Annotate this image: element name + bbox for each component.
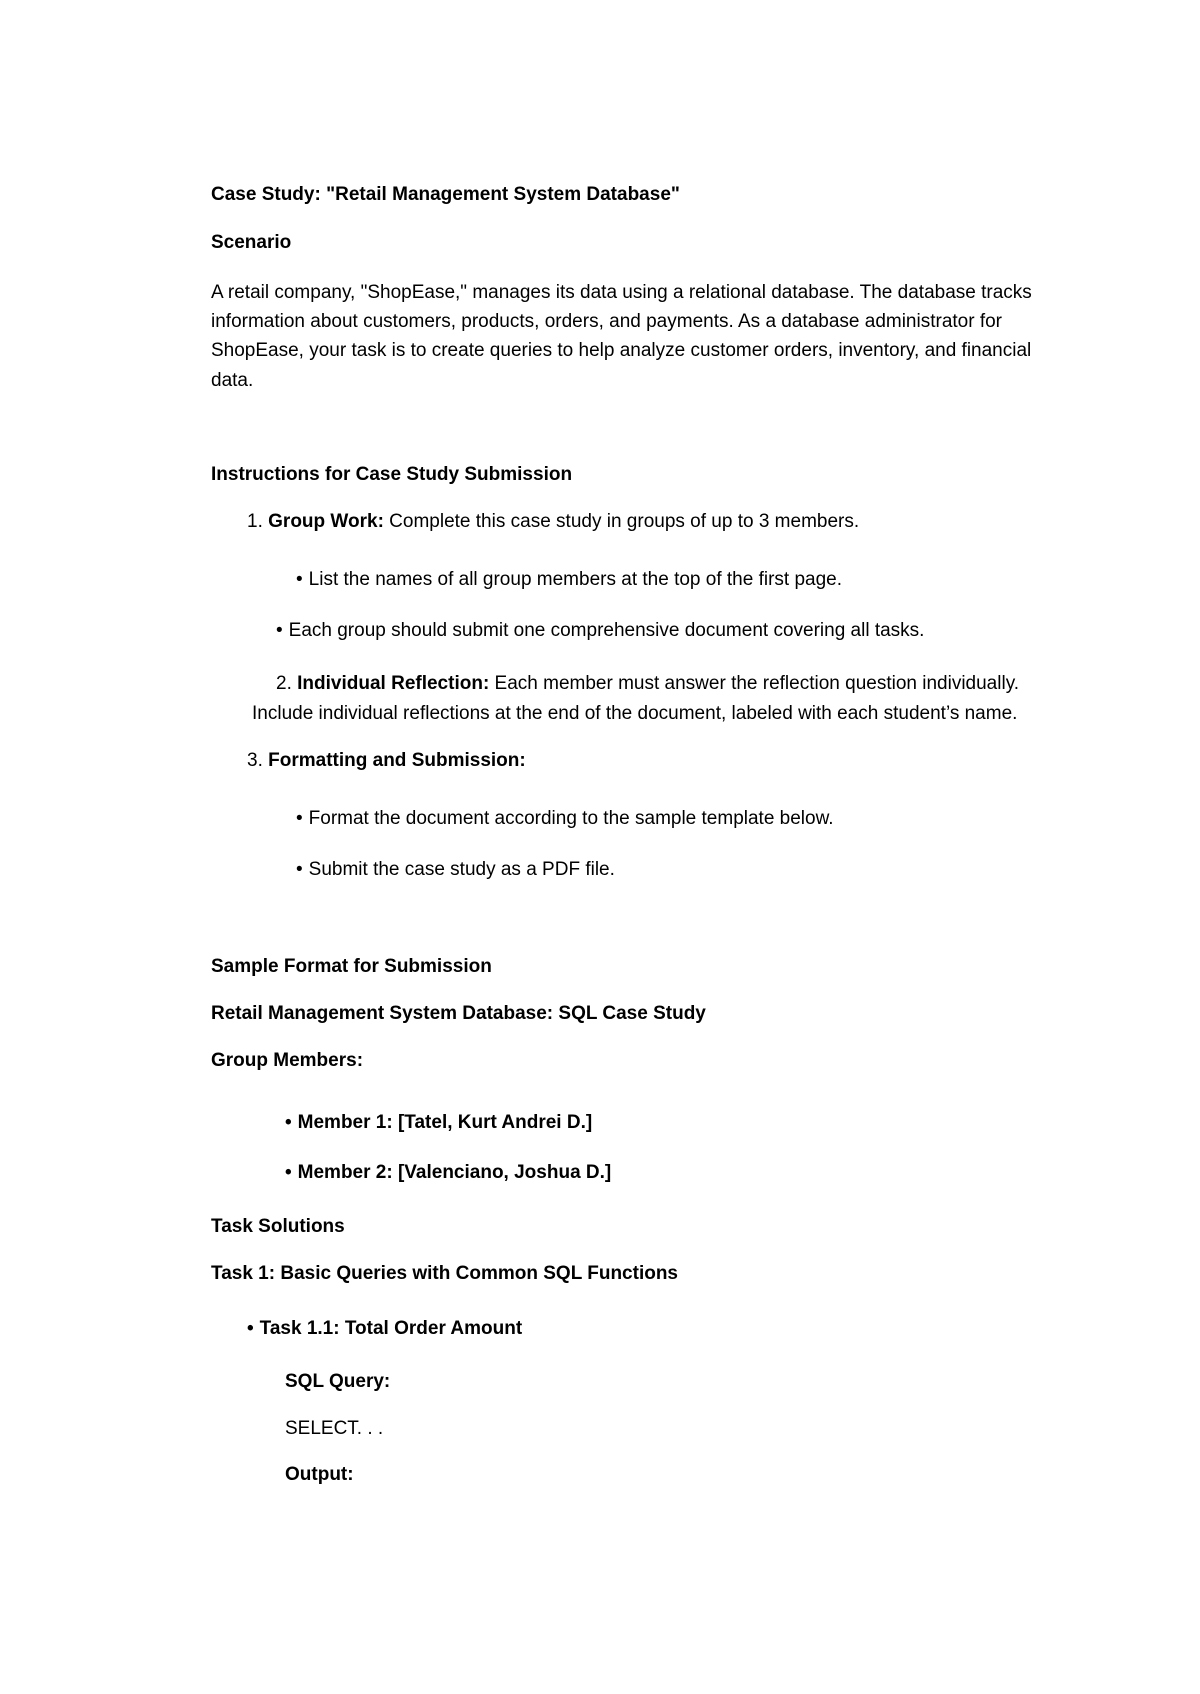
list-item bbox=[296, 565, 842, 594]
member-name: Member 1: [Tatel, Kurt Andrei D.] bbox=[297, 1112, 593, 1133]
list-item-text: List the names of all group members at the top of the first page. bbox=[308, 569, 843, 590]
item-text: Each member must answer the reflection question individually. bbox=[489, 673, 1020, 694]
scenario-line: information about customers, products, orders, and payments. As a database administrator for bbox=[211, 311, 1003, 332]
task-label: Task 1.1: Total Order Amount bbox=[259, 1318, 523, 1339]
item-label: Formatting and Submission: bbox=[268, 750, 526, 771]
list-item-text: Format the document according to the sample template below. bbox=[308, 808, 834, 829]
item-label: Individual Reflection: bbox=[297, 673, 490, 694]
list-item-text: Each group should submit one comprehensive document covering all tasks. bbox=[288, 620, 925, 641]
item-label: Group Work: bbox=[268, 511, 384, 532]
bullet-icon: • bbox=[247, 1318, 254, 1339]
member-item bbox=[285, 1158, 611, 1187]
list-item bbox=[276, 616, 924, 645]
instruction-item-formatting bbox=[247, 746, 526, 775]
instructions-heading: Instructions for Case Study Submission bbox=[211, 464, 573, 485]
bullet-icon: • bbox=[296, 859, 303, 880]
member-name: Member 2: [Valenciano, Joshua D.] bbox=[297, 1162, 612, 1183]
sql-query-value: SELECT. . . bbox=[285, 1418, 384, 1439]
bullet-icon: • bbox=[276, 620, 283, 641]
item-number: 1. bbox=[247, 511, 263, 532]
member-item bbox=[285, 1108, 592, 1137]
list-item bbox=[296, 855, 615, 884]
task-item bbox=[247, 1314, 522, 1343]
bullet-icon: • bbox=[285, 1112, 292, 1133]
bullet-icon: • bbox=[296, 808, 303, 829]
output-label: Output: bbox=[285, 1464, 354, 1485]
item-text: Complete this case study in groups of up to 3 members. bbox=[383, 511, 860, 532]
scenario-heading: Scenario bbox=[211, 232, 292, 253]
list-item-text: Submit the case study as a PDF file. bbox=[308, 859, 615, 880]
instruction-item-individual-reflection bbox=[276, 669, 1019, 698]
instruction-item-group-work bbox=[247, 507, 859, 536]
sql-query-label: SQL Query: bbox=[285, 1371, 391, 1392]
document-title: Case Study: "Retail Management System Database" bbox=[211, 184, 680, 205]
group-members-label: Group Members: bbox=[211, 1050, 364, 1071]
sample-title: Retail Management System Database: SQL Case Study bbox=[211, 1003, 706, 1024]
item-number: 2. bbox=[276, 673, 292, 694]
task-solutions-heading: Task Solutions bbox=[211, 1216, 345, 1237]
scenario-line: data. bbox=[211, 370, 254, 391]
item-number: 3. bbox=[247, 750, 263, 771]
item-continuation: Include individual reflections at the end of the document, labeled with each student’s name. bbox=[252, 703, 1018, 724]
task1-heading: Task 1: Basic Queries with Common SQL Functions bbox=[211, 1263, 679, 1284]
scenario-line: A retail company, "ShopEase," manages its data using a relational database. The database tracks bbox=[211, 282, 1032, 303]
scenario-line: ShopEase, your task is to create queries to help analyze customer orders, inventory, and financial bbox=[211, 340, 1032, 361]
bullet-icon: • bbox=[296, 569, 303, 590]
sample-format-heading: Sample Format for Submission bbox=[211, 956, 492, 977]
list-item bbox=[296, 804, 834, 833]
bullet-icon: • bbox=[285, 1162, 292, 1183]
